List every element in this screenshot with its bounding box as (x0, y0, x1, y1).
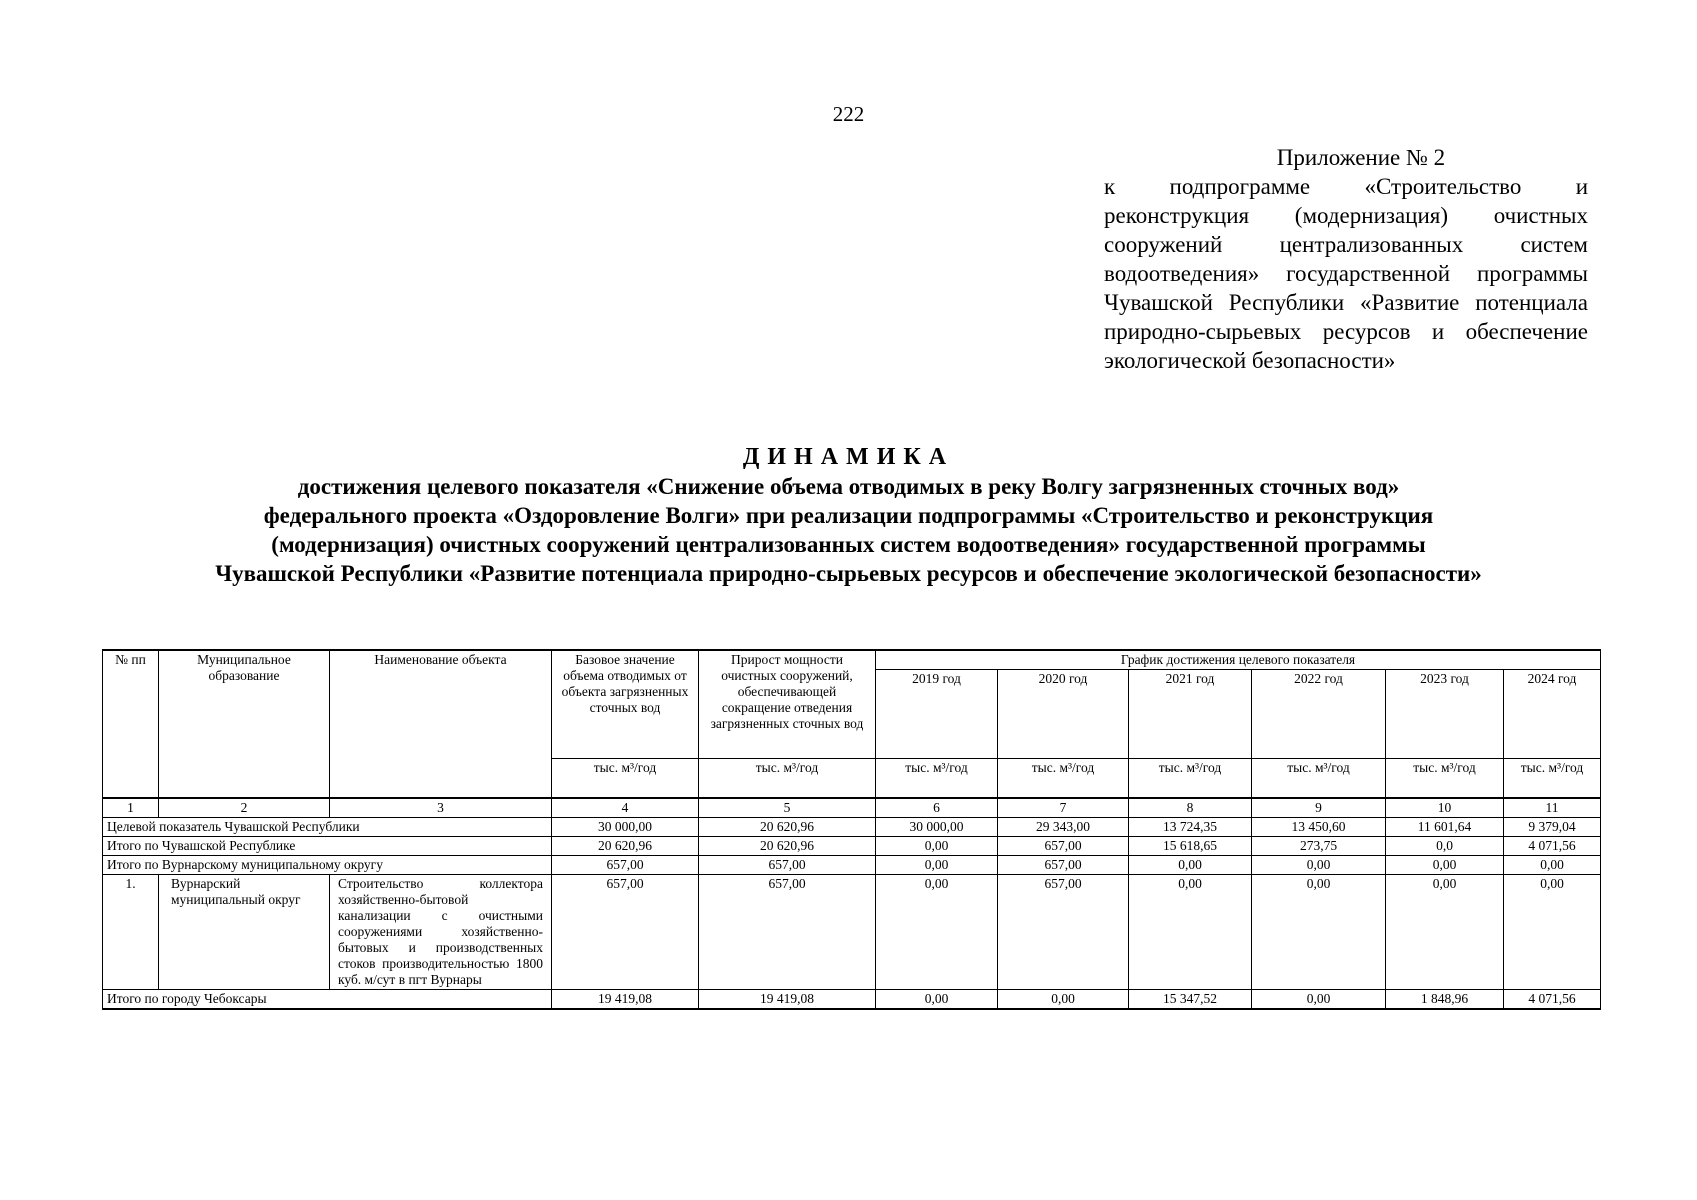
cell-value: 0,00 (876, 990, 998, 1010)
page-number: 222 (832, 102, 865, 126)
cell-value: 0,00 (1386, 875, 1504, 990)
cell-value: 19 419,08 (699, 990, 876, 1010)
table-row (103, 875, 1601, 990)
header-year: 2024 год (1504, 670, 1601, 759)
title-line-4: Чувашской Республики «Развитие потенциала природно-сырьевых ресурсов и обеспечение экологической безопасности» (215, 561, 1482, 586)
cell-value: 657,00 (998, 856, 1129, 875)
header-unit: тыс. м³/год (1504, 759, 1601, 799)
cell-value: 0,00 (1252, 990, 1386, 1010)
cell-value: 29 343,00 (998, 818, 1129, 837)
dynamics-table (102, 649, 1601, 1010)
header-unit: тыс. м³/год (876, 759, 998, 799)
appendix-text: к подпрограмме «Строительство и реконструкция (модернизация) очистных сооружений централизованных систем водоотведения» государственной программы Чувашской Республики «Развитие потенциала природно-сырьевых ресурсов и обеспечение экологической безопасности» (1104, 174, 1588, 373)
column-number: 1 (103, 798, 159, 818)
cell-value: 657,00 (699, 856, 876, 875)
table-row (103, 818, 1601, 837)
column-number: 10 (1386, 798, 1504, 818)
row-municipality: Вурнарский муниципальный округ (159, 875, 330, 990)
cell-value: 0,0 (1386, 837, 1504, 856)
row-label: Целевой показатель Чувашской Республики (103, 818, 552, 837)
header-year: 2022 год (1252, 670, 1386, 759)
cell-value: 13 724,35 (1129, 818, 1252, 837)
header-base: Базовое значение объема отводимых от объекта загрязненных сточных вод (552, 650, 699, 759)
cell-value: 0,00 (1504, 856, 1601, 875)
cell-value: 15 347,52 (1129, 990, 1252, 1010)
column-number: 4 (552, 798, 699, 818)
document-title (100, 443, 1597, 588)
header-year: 2023 год (1386, 670, 1504, 759)
cell-value: 0,00 (1129, 875, 1252, 990)
column-number: 11 (1504, 798, 1601, 818)
cell-value: 19 419,08 (552, 990, 699, 1010)
cell-value: 273,75 (1252, 837, 1386, 856)
cell-value: 13 450,60 (1252, 818, 1386, 837)
column-number: 7 (998, 798, 1129, 818)
title-line-3: (модернизация) очистных сооружений централизованных систем водоотведения» государственной программы (271, 532, 1426, 557)
header-year: 2020 год (998, 670, 1129, 759)
cell-value: 657,00 (998, 837, 1129, 856)
cell-value: 0,00 (876, 856, 998, 875)
cell-value: 0,00 (1252, 875, 1386, 990)
cell-value: 0,00 (1386, 856, 1504, 875)
column-number: 5 (699, 798, 876, 818)
cell-value: 20 620,96 (699, 837, 876, 856)
header-row-1 (103, 650, 1601, 670)
row-number: 1. (103, 875, 159, 990)
cell-value: 657,00 (552, 856, 699, 875)
cell-value: 0,00 (876, 875, 998, 990)
header-unit: тыс. м³/год (998, 759, 1129, 799)
appendix-title: Приложение № 2 (1276, 145, 1446, 170)
cell-value: 0,00 (998, 990, 1129, 1010)
header-num: № пп (103, 650, 159, 798)
header-unit: тыс. м³/год (1386, 759, 1504, 799)
cell-value: 657,00 (998, 875, 1129, 990)
cell-value: 20 620,96 (552, 837, 699, 856)
header-unit: тыс. м³/год (1129, 759, 1252, 799)
header-unit: тыс. м³/год (1252, 759, 1386, 799)
column-numbers-row (103, 798, 1601, 818)
appendix-block (1104, 143, 1588, 375)
cell-value: 0,00 (1504, 875, 1601, 990)
table-row (103, 837, 1601, 856)
cell-value: 0,00 (1252, 856, 1386, 875)
header-object: Наименование объекта (330, 650, 552, 798)
cell-value: 1 848,96 (1386, 990, 1504, 1010)
cell-value: 4 071,56 (1504, 837, 1601, 856)
title-line-2: федерального проекта «Оздоровление Волги» при реализации подпрограммы «Строительство и реконструкция (263, 503, 1434, 528)
column-number: 6 (876, 798, 998, 818)
row-label: Итого по Вурнарскому муниципальному округу (103, 856, 552, 875)
cell-value: 30 000,00 (552, 818, 699, 837)
cell-value: 9 379,04 (1504, 818, 1601, 837)
cell-value: 0,00 (876, 837, 998, 856)
title-line-1: достижения целевого показателя «Снижение объема отводимых в реку Волгу загрязненных сточных вод» (297, 474, 1400, 499)
header-unit: тыс. м³/год (552, 759, 699, 799)
cell-value: 657,00 (699, 875, 876, 990)
table-row (103, 856, 1601, 875)
header-municipality: Муниципальное образование (159, 650, 330, 798)
cell-value: 4 071,56 (1504, 990, 1601, 1010)
cell-value: 11 601,64 (1386, 818, 1504, 837)
column-number: 8 (1129, 798, 1252, 818)
row-label: Итого по городу Чебоксары (103, 990, 552, 1010)
column-number: 9 (1252, 798, 1386, 818)
header-year: 2019 год (876, 670, 998, 759)
column-number: 2 (159, 798, 330, 818)
cell-value: 15 618,65 (1129, 837, 1252, 856)
row-object: Строительство коллектора хозяйственно-бытовой канализации с очистными сооружениями хозяйственно-бытовых и производственных стоков производительностью 1800 куб. м/сут в пгт Вурнары (330, 875, 552, 990)
header-unit: тыс. м³/год (699, 759, 876, 799)
cell-value: 20 620,96 (699, 818, 876, 837)
title-heading: ДИНАМИКА (742, 444, 955, 470)
cell-value: 0,00 (1129, 856, 1252, 875)
column-number: 3 (330, 798, 552, 818)
row-label: Итого по Чувашской Республике (103, 837, 552, 856)
header-year: 2021 год (1129, 670, 1252, 759)
header-increase: Прирост мощности очистных сооружений, обеспечивающей сокращение отведения загрязненных сточных вод (699, 650, 876, 759)
table-row (103, 990, 1601, 1010)
header-schedule: График достижения целевого показателя (876, 650, 1601, 670)
cell-value: 657,00 (552, 875, 699, 990)
cell-value: 30 000,00 (876, 818, 998, 837)
